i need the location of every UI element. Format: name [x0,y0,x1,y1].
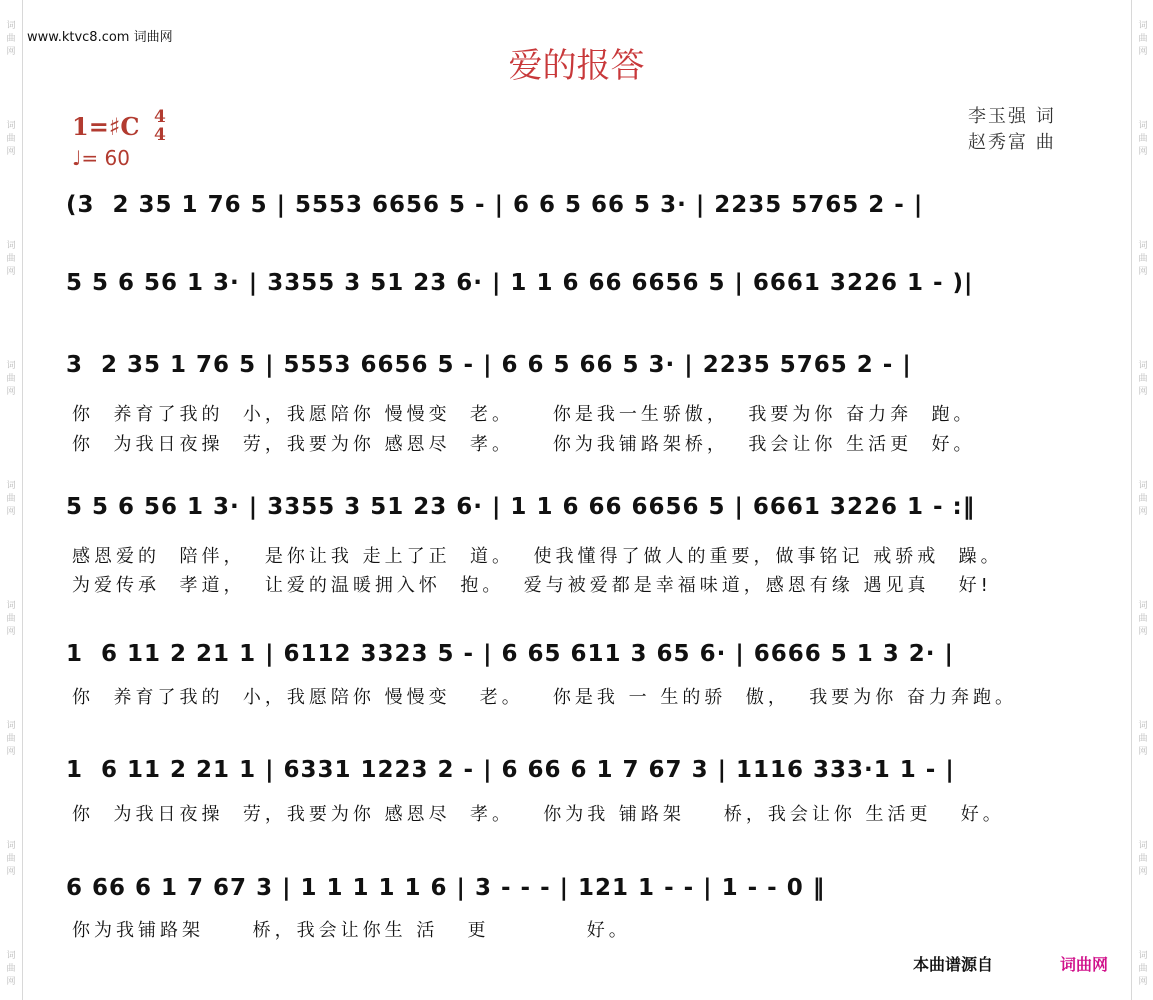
notation-text: 5 5 6 56 1 3· | 3355 3 51 23 6· | 1 1 6 66 6656 5 | 6661 3226 1 - )| [66,270,974,296]
left-watermark-strip [0,0,23,1000]
lyricist-credit: 李玉强 词 [968,106,1056,127]
time-signature-bottom: 4 [154,125,166,145]
notation-text: 6 66 6 1 7 67 3 | 1 1 1 1 1 6 | 3 - - - | 121 1 - - | 1 - - 0 ‖ [66,875,826,901]
notation-text: 5 5 6 56 1 3· | 3355 3 51 23 6· | 1 1 6 66 6656 5 | 6661 3226 1 - :‖ [66,494,976,520]
key-signature: 1=♯C [72,112,140,141]
watermark-text: 词曲网 [6,241,16,277]
watermark-text: 词曲网 [1138,361,1148,397]
watermark-text: 词曲网 [1138,841,1148,877]
notation-row [66,494,1086,528]
song-title: 爱的报答 [508,46,645,86]
watermark-text: 词曲网 [6,951,16,987]
watermark-text: 词曲网 [1138,121,1148,157]
lyric-line: 为爱传承 孝道， 让爱的温暖拥入怀 抱。 爱与被爱都是幸福味道，感恩有缘 遇见真 好! [72,575,992,596]
notation-row [66,875,1086,909]
notation-text: (3 2 35 1 76 5 | 5553 6656 5 - | 6 6 5 66 5 3· | 2235 5765 2 - | [66,192,924,218]
watermark-text: 词曲网 [6,121,16,157]
notation-row [66,757,1086,791]
time-signature-top: 4 [154,107,166,127]
watermark-text: 词曲网 [6,481,16,517]
notation-text: 3 2 35 1 76 5 | 5553 6656 5 - | 6 6 5 66 5 3· | 2235 5765 2 - | [66,352,912,378]
watermark-text: 词曲网 [1138,951,1148,987]
lyric-line: 你 为我日夜操 劳，我要为你 感恩尽 孝。 你为我 铺路架 桥，我会让你 生活更 好。 [72,804,1005,825]
watermark-text: 词曲网 [1138,601,1148,637]
lyric-line: 感恩爱的 陪伴， 是你让我 走上了正 道。 使我懂得了做人的重要，做事铭记 戒骄戒 躁。 [72,546,1003,567]
source-label: 本曲谱源自 [913,955,994,974]
source-site-link[interactable]: 词曲网 [1060,955,1109,974]
watermark-text: 词曲网 [1138,21,1148,57]
notation-row [66,352,1086,386]
lyric-line: 你 为我日夜操 劳，我要为你 感恩尽 孝。 你为我铺路架桥， 我会让你 生活更 好。 [72,434,976,455]
notation-row [66,270,1086,304]
composer-credit: 赵秀富 曲 [968,132,1056,153]
watermark-text: 词曲网 [6,841,16,877]
time-signature [154,108,166,144]
notation-text: 1 6 11 2 21 1 | 6112 3323 5 - | 6 65 611 3 65 6· | 6666 5 1 3 2· | [66,641,954,667]
watermark-text: 词曲网 [6,601,16,637]
notation-row [66,641,1086,675]
watermark-text: 词曲网 [1138,481,1148,517]
watermark-text: 词曲网 [6,21,16,57]
right-watermark-strip [1131,0,1153,1000]
lyric-line: 你 养育了我的 小，我愿陪你 慢慢变 老。 你是我 一 生的骄 傲， 我要为你 奋力奔跑。 [72,687,1017,708]
lyric-line: 你 养育了我的 小，我愿陪你 慢慢变 老。 你是我一生骄傲， 我要为你 奋力奔 跑。 [72,404,976,425]
watermark-text: 词曲网 [6,721,16,757]
watermark-text: 词曲网 [1138,721,1148,757]
site-url: www.ktvc8.com 词曲网 [27,30,173,45]
tempo-marking: ♩= 60 [72,146,130,170]
lyric-line: 你为我铺路架 桥，我会让你生 活 更 好。 [72,920,631,941]
notation-row [66,192,1086,226]
watermark-text: 词曲网 [6,361,16,397]
notation-text: 1 6 11 2 21 1 | 6331 1223 2 - | 6 66 6 1 7 67 3 | 1116 333·1 1 - | [66,757,955,783]
watermark-text: 词曲网 [1138,241,1148,277]
